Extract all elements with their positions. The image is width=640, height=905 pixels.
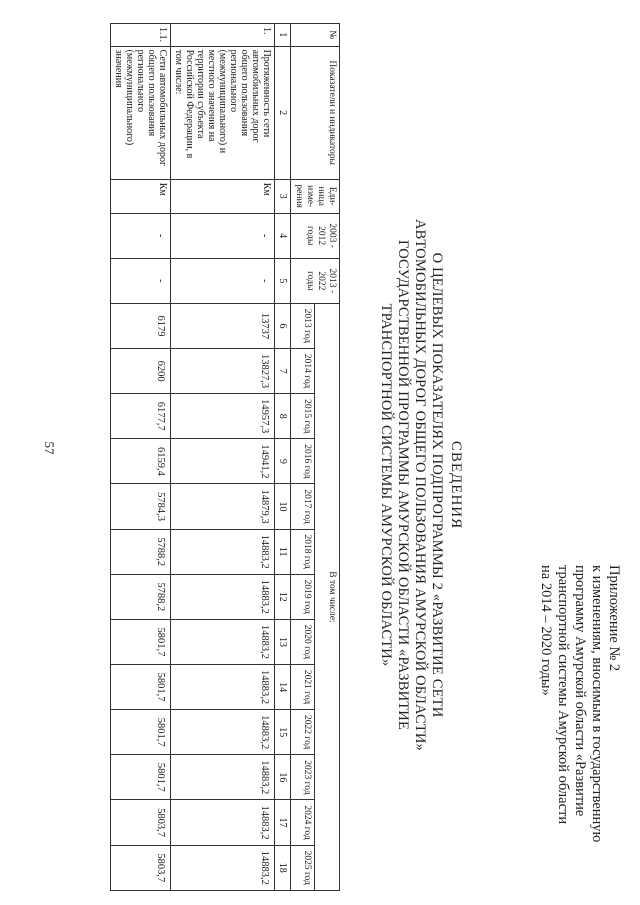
indicators-table [110, 23, 340, 891]
row-year-value: 14883,2 [171, 619, 275, 664]
header-year: 2013 год [291, 303, 316, 348]
row-value-2013-2022: - [171, 258, 275, 303]
header-year: 2020 год [291, 619, 316, 664]
column-number: 9 [275, 439, 291, 484]
column-number: 5 [275, 258, 291, 303]
column-number: 1 [275, 24, 291, 47]
row-year-value: 5784,3 [111, 484, 171, 529]
header-year: 2017 год [291, 484, 316, 529]
row-year-value: 14957,3 [171, 394, 275, 439]
row-year-value: 5801,7 [111, 619, 171, 664]
row-year-value: 5788,2 [111, 574, 171, 619]
header-2013-2022: 2013 - 2022 годы [291, 258, 340, 303]
row-unit: Км [111, 179, 171, 213]
header-year: 2016 год [291, 439, 316, 484]
row-indicator-name: Сети автомобильных дорог общего пользования регионального (межмуниципального) значения [111, 46, 171, 179]
header-2003-2012: 2003 - 2012 годы [291, 213, 340, 258]
row-number: 1. [171, 24, 275, 47]
rotated-page [10, 5, 640, 900]
header-year: 2014 год [291, 349, 316, 394]
document-heading [377, 155, 464, 815]
column-number: 8 [275, 394, 291, 439]
row-year-value: 14883,2 [171, 529, 275, 574]
row-year-value: 13827,3 [171, 349, 275, 394]
row-year-value: 14941,2 [171, 439, 275, 484]
row-year-value: 6200 [111, 349, 171, 394]
appendix-line: на 2014 – 2020 годы» [538, 565, 554, 696]
header-indicator: Показатели и индикаторы [291, 46, 340, 179]
header-year: 2023 год [291, 755, 316, 800]
column-number: 17 [275, 800, 291, 845]
row-year-value: 14883,2 [171, 755, 275, 800]
column-number: 2 [275, 46, 291, 179]
row-year-value: 5803,7 [111, 800, 171, 845]
header-year: 2015 год [291, 394, 316, 439]
header-year: 2021 год [291, 665, 316, 710]
header-unit: Еди-ница изме-рения [291, 179, 340, 213]
row-year-value: 5803,7 [111, 845, 171, 890]
column-number: 13 [275, 619, 291, 664]
appendix-block [537, 565, 622, 885]
column-number: 15 [275, 710, 291, 755]
column-number: 18 [275, 845, 291, 890]
heading-line: ГОСУДАРСТВЕННОЙ ПРОГРАММЫ АМУРСКОЙ ОБЛАСТИ «РАЗВИТИЕ [395, 239, 411, 731]
heading-line: О ЦЕЛЕВЫХ ПОКАЗАТЕЛЯХ ПОДПРОГРАММЫ 2 «РАЗВИТИЕ СЕТИ [429, 252, 445, 718]
column-number: 12 [275, 574, 291, 619]
heading-title: СВЕДЕНИЯ [448, 440, 464, 530]
appendix-line: программу Амурской области «Развитие [572, 565, 588, 817]
header-year: 2018 год [291, 529, 316, 574]
column-number: 11 [275, 529, 291, 574]
row-year-value: 5801,7 [111, 755, 171, 800]
row-year-value: 14883,2 [171, 710, 275, 755]
row-year-value: 6159,4 [111, 439, 171, 484]
row-unit: Км [171, 179, 275, 213]
appendix-line: к изменениям, вносимым в государственную [589, 565, 605, 843]
row-indicator-name: Протяженность сети автомобильных дорог общего пользования регионального (межмуниципального) и местного значения на территории субъекта Российской Федерации, в том числе: [171, 46, 275, 179]
column-number: 4 [275, 213, 291, 258]
row-value-2013-2022: - [111, 258, 171, 303]
header-year: 2022 год [291, 710, 316, 755]
heading-line: АВТОМОБИЛЬНЫХ ДОРОГ ОБЩЕГО ПОЛЬЗОВАНИЯ АМУРСКОЙ ОБЛАСТИ» [412, 218, 428, 752]
header-year: 2024 год [291, 800, 316, 845]
row-year-value: 14883,2 [171, 665, 275, 710]
heading-line: ТРАНСПОРТНОЙ СИСТЕМЫ АМУРСКОЙ ОБЛАСТИ» [378, 303, 394, 667]
header-including: В том числе: [315, 303, 340, 890]
row-number: 1.1. [111, 24, 171, 47]
header-year: 2019 год [291, 574, 316, 619]
table-row [111, 24, 171, 891]
row-year-value: 14879,3 [171, 484, 275, 529]
row-year-value: 6179 [111, 303, 171, 348]
row-year-value: 14883,2 [171, 574, 275, 619]
row-year-value: 6177,7 [111, 394, 171, 439]
row-value-2003-2012: - [111, 213, 171, 258]
row-year-value: 13737 [171, 303, 275, 348]
column-number: 10 [275, 484, 291, 529]
row-value-2003-2012: - [171, 213, 275, 258]
table-row [171, 24, 275, 891]
row-year-value: 14883,2 [171, 845, 275, 890]
column-number: 14 [275, 665, 291, 710]
header-num: № [291, 24, 340, 47]
page-number: 57 [42, 441, 57, 455]
appendix-line: Приложение № 2 [606, 565, 622, 672]
column-number: 6 [275, 303, 291, 348]
column-number: 16 [275, 755, 291, 800]
row-year-value: 5801,7 [111, 710, 171, 755]
column-number: 7 [275, 349, 291, 394]
row-year-value: 5788,2 [111, 529, 171, 574]
row-year-value: 14883,2 [171, 800, 275, 845]
header-year: 2025 год [291, 845, 316, 890]
appendix-line: транспортной системы Амурской области [555, 565, 571, 825]
column-number: 3 [275, 179, 291, 213]
row-year-value: 5801,7 [111, 665, 171, 710]
